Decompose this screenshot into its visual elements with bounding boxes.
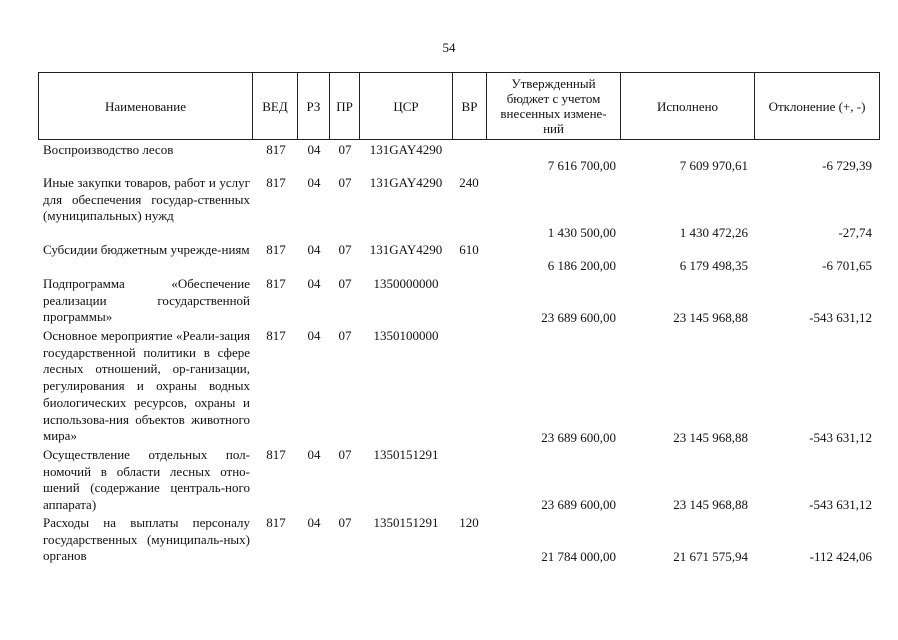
- row-vr: 120: [459, 515, 479, 530]
- row-ved: 817: [266, 142, 286, 157]
- table-row: [38, 276, 880, 328]
- row-pr: 07: [338, 242, 352, 257]
- row-done: 23 145 968,88: [673, 430, 748, 445]
- header-deviation: Отклонение (+, -): [768, 98, 866, 114]
- row-deviation: -543 631,12: [809, 430, 872, 445]
- row-ved: 817: [266, 328, 286, 343]
- header-pr: ПР: [330, 73, 360, 139]
- row-deviation: -6 729,39: [822, 158, 872, 173]
- row-rz: 04: [307, 242, 321, 257]
- row-budget: 23 689 600,00: [541, 430, 616, 445]
- header-rz: РЗ: [298, 73, 330, 139]
- row-ved: 817: [266, 242, 286, 257]
- row-pr: 07: [338, 328, 352, 343]
- row-rz: 04: [307, 328, 321, 343]
- header-done: Исполнено: [621, 73, 755, 139]
- page-number: 54: [442, 40, 456, 55]
- table-row: [38, 328, 880, 448]
- row-name: Подпрограмма «Обеспечение реализации государственной программы»: [43, 276, 250, 325]
- row-rz: 04: [307, 276, 321, 291]
- row-rz: 04: [307, 142, 321, 157]
- row-rz: 04: [307, 175, 321, 190]
- row-pr: 07: [338, 447, 352, 462]
- header-ved: ВЕД: [253, 73, 298, 139]
- table-row: [38, 242, 880, 276]
- row-csr: 1350151291: [373, 447, 439, 462]
- header-csr: ЦСР: [360, 73, 453, 139]
- row-csr: 1350151291: [373, 515, 439, 530]
- row-budget: 6 186 200,00: [547, 258, 616, 273]
- row-done: 21 671 575,94: [673, 549, 748, 564]
- row-name: Осуществление отдельных пол-номочий в области лесных отно-шений (содержание централь-ного аппарата): [43, 447, 250, 513]
- row-deviation: -543 631,12: [809, 497, 872, 512]
- table-row: [38, 515, 880, 567]
- row-pr: 07: [338, 276, 352, 291]
- row-pr: 07: [338, 175, 352, 190]
- table-row: [38, 175, 880, 243]
- row-name: Иные закупки товаров, работ и услуг для обеспечения государ-ственных (муниципальных) нужд: [43, 175, 250, 224]
- row-budget: 7 616 700,00: [547, 158, 616, 173]
- row-ved: 817: [266, 276, 286, 291]
- row-ved: 817: [266, 447, 286, 462]
- row-budget: 23 689 600,00: [541, 310, 616, 325]
- row-deviation: -543 631,12: [809, 310, 872, 325]
- row-ved: 817: [266, 175, 286, 190]
- row-csr: 1350100000: [373, 328, 439, 343]
- row-done: 1 430 472,26: [679, 225, 748, 240]
- row-name: Основное мероприятие «Реали-зация государственной политики в сфере лесных отношений, ор-ганизации, регулирования и охраны водных биологических ресурсов, охраны и использова-ния объектов животного мира»: [43, 328, 250, 444]
- row-vr: 240: [459, 175, 479, 190]
- row-budget: 1 430 500,00: [547, 225, 616, 240]
- row-csr: 131GAY4290: [369, 175, 443, 190]
- row-done: 23 145 968,88: [673, 497, 748, 512]
- row-deviation: -6 701,65: [822, 258, 872, 273]
- row-name: Субсидии бюджетным учрежде-ниям: [43, 242, 250, 257]
- row-name: Воспроизводство лесов: [43, 142, 174, 157]
- row-vr: 610: [459, 242, 479, 257]
- header-name: Наименование: [39, 73, 253, 139]
- row-csr: 131GAY4290: [369, 142, 443, 157]
- row-ved: 817: [266, 515, 286, 530]
- row-done: 7 609 970,61: [679, 158, 748, 173]
- table-row: [38, 142, 880, 176]
- row-csr: 1350000000: [373, 276, 439, 291]
- table-header: [38, 72, 880, 140]
- row-budget: 21 784 000,00: [541, 549, 616, 564]
- row-done: 6 179 498,35: [679, 258, 748, 273]
- row-deviation: -112 424,06: [809, 549, 872, 564]
- row-name: Расходы на выплаты персоналу государственных (муниципаль-ных) органов: [43, 515, 250, 564]
- row-budget: 23 689 600,00: [541, 497, 616, 512]
- table-row: [38, 447, 880, 515]
- row-pr: 07: [338, 515, 352, 530]
- row-rz: 04: [307, 447, 321, 462]
- row-deviation: -27,74: [838, 225, 872, 240]
- row-csr: 131GAY4290: [369, 242, 443, 257]
- row-pr: 07: [338, 142, 352, 157]
- row-rz: 04: [307, 515, 321, 530]
- header-vr: ВР: [453, 73, 487, 139]
- header-budget: Утвержденный бюджет с учетом внесенных измене-ний: [487, 73, 621, 139]
- row-done: 23 145 968,88: [673, 310, 748, 325]
